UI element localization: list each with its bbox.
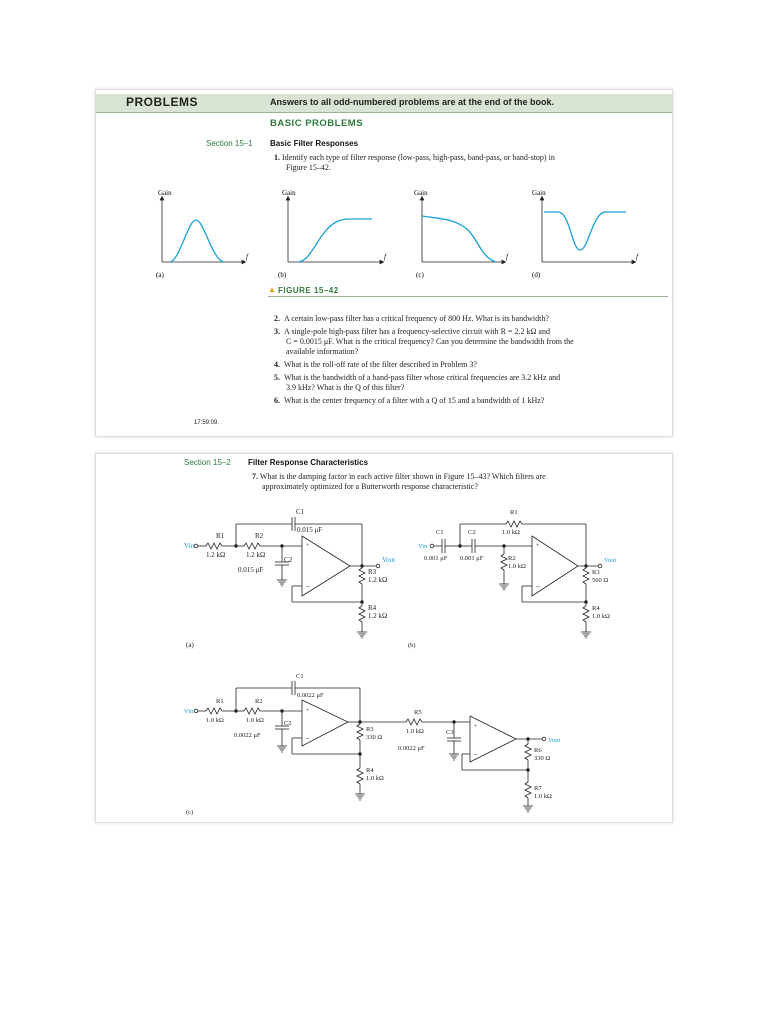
problem-text: What is the bandwidth of a band-pass filter whose critical frequencies are 3.2 kHz and — [284, 373, 561, 382]
vout-terminal — [376, 564, 380, 568]
resistor-r1 — [206, 543, 222, 549]
value-r4: 1.2 kΩ — [368, 612, 388, 620]
label-c1: C1 — [436, 529, 444, 536]
resistor-r4 — [359, 606, 365, 622]
figure-15-43-circuits — [96, 454, 672, 822]
response-curve-b — [298, 219, 372, 262]
value-c3: 0.0022 μF — [398, 745, 425, 752]
label-r3: R3 — [366, 726, 374, 733]
graph-b — [278, 189, 387, 279]
svg-text:+: + — [536, 543, 540, 549]
circuit-c-labels — [184, 673, 560, 816]
circuit-c — [194, 681, 546, 812]
resistor-r2 — [244, 543, 260, 549]
label-vin: Vin — [184, 542, 195, 550]
value-r4: 1.0 kΩ — [592, 613, 610, 620]
value-c2: 0.015 μF — [238, 566, 264, 574]
figure-triangle-icon: ▲ — [268, 285, 276, 294]
circuit-tag-b: (b) — [408, 642, 416, 649]
label-r1: R1 — [216, 698, 224, 705]
problem-number: 6. — [274, 396, 280, 405]
label-r2: R2 — [255, 698, 263, 705]
response-curve-c — [422, 216, 496, 262]
value-r3: 560 Ω — [592, 577, 609, 584]
label-c2: C2 — [468, 529, 476, 536]
value-r7: 1.0 kΩ — [534, 793, 552, 800]
problem-number: 3. — [274, 327, 280, 336]
value-r2: 1.0 kΩ — [508, 563, 526, 570]
problems-page-1 — [96, 90, 672, 436]
problems-title: PROBLEMS — [126, 95, 199, 109]
resistor-r7 — [525, 782, 531, 798]
label-r2: R2 — [255, 532, 264, 540]
circuit-tag-a: (a) — [186, 641, 194, 649]
value-r4: 1.0 kΩ — [366, 775, 384, 782]
label-r5: R5 — [414, 709, 422, 716]
svg-text:+: + — [474, 724, 478, 730]
label-r2: R2 — [508, 555, 516, 562]
label-vout: Vout — [548, 737, 561, 744]
resistor-r4 — [583, 606, 589, 622]
figure-15-42-graphs — [96, 186, 672, 286]
figure-divider — [268, 296, 668, 297]
label-r7: R7 — [534, 785, 542, 792]
problem-1 — [274, 153, 555, 173]
graph-tag-d: (d) — [532, 271, 541, 279]
value-r6: 330 Ω — [534, 755, 551, 762]
problem-text: Identify each type of filter response (low-pass, high-pass, band-pass, or band-stop) in — [282, 153, 555, 162]
label-c3: C3 — [446, 729, 454, 736]
problem-text: What is the damping factor in each active filter shown in Figure 15–43? Which filters are — [259, 472, 546, 481]
label-c1: C1 — [296, 673, 304, 680]
problem-number: 1. — [274, 153, 280, 162]
graph-a — [156, 189, 249, 279]
label-r1: R1 — [510, 509, 518, 516]
resistor-r5 — [406, 719, 422, 725]
label-r1: R1 — [216, 532, 225, 540]
problems-page-2 — [96, 454, 672, 822]
f-label: f — [384, 253, 386, 261]
response-curve-d — [544, 212, 626, 250]
response-curve-a — [170, 220, 224, 262]
basic-problems-heading: BASIC PROBLEMS — [270, 118, 364, 129]
problem-text: available information? — [286, 347, 359, 356]
resistor-r2 — [501, 554, 507, 570]
value-c2: 0.001 μF — [460, 555, 484, 562]
vin-terminal — [430, 544, 434, 548]
svg-text:–: – — [306, 734, 310, 742]
vout-terminal — [598, 564, 602, 568]
problem-text: approximately optimized for a Butterworth response characteristic? — [262, 482, 478, 491]
f-label: f — [506, 253, 508, 261]
resistor-r1 — [206, 708, 222, 714]
gain-label: Gain — [282, 189, 296, 197]
problem-number: 7. — [252, 472, 258, 481]
problem-item — [274, 396, 544, 406]
label-r3: R3 — [592, 569, 600, 576]
resistor-r4 — [357, 768, 363, 784]
svg-text:–: – — [306, 582, 310, 590]
section-label: Section 15–1 — [206, 139, 253, 148]
value-r1: 1.0 kΩ — [502, 529, 520, 536]
label-r3: R3 — [368, 568, 377, 576]
svg-text:–: – — [536, 582, 540, 590]
resistor-r6 — [525, 744, 531, 760]
gain-label: Gain — [532, 189, 546, 197]
answers-note: Answers to all odd-numbered problems are at the end of the book. — [270, 97, 555, 107]
value-r2: 1.2 kΩ — [246, 551, 266, 559]
gain-label: Gain — [158, 189, 172, 197]
graph-tag-b: (b) — [278, 271, 287, 279]
resistor-r3 — [359, 568, 365, 584]
label-r4: R4 — [592, 605, 600, 612]
timestamp: 17:59:09. — [194, 420, 220, 426]
problem-text: 3.9 kHz? What is the Q of this filter? — [286, 383, 405, 392]
label-r4: R4 — [368, 604, 377, 612]
circuit-b — [430, 521, 602, 638]
vout-terminal — [542, 737, 546, 741]
problem-item — [274, 373, 560, 393]
value-r1: 1.2 kΩ — [206, 551, 226, 559]
graph-c — [414, 189, 509, 279]
value-c1: 0.015 μF — [297, 526, 323, 534]
resistor-r1 — [506, 521, 522, 527]
value-r3: 330 Ω — [366, 734, 383, 741]
label-vin: Vin — [418, 543, 428, 550]
label-r4: R4 — [366, 767, 374, 774]
vin-terminal — [194, 709, 198, 713]
label-c2: C2 — [284, 720, 292, 727]
f-label: f — [636, 253, 638, 261]
problem-text: A single-pole high-pass filter has a frequency-selective circuit with R = 2.2 kΩ and — [284, 327, 550, 336]
gain-label: Gain — [414, 189, 428, 197]
label-vin: Vin — [184, 708, 194, 715]
figure-caption: FIGURE 15–42 — [278, 286, 339, 295]
f-label: f — [246, 253, 248, 261]
label-c2: C2 — [284, 556, 293, 564]
problems-header-band — [96, 94, 672, 113]
resistor-r3 — [357, 724, 363, 740]
resistor-r3 — [583, 568, 589, 584]
problem-text: C = 0.0015 μF. What is the critical frequency? Can you determine the bandwidth from the — [286, 337, 574, 346]
circuit-b-labels — [408, 509, 616, 649]
problem-number: 5. — [274, 373, 280, 382]
graph-tag-c: (c) — [416, 271, 424, 279]
value-r5: 1.0 kΩ — [406, 728, 424, 735]
value-c1: 0.0022 μF — [297, 692, 324, 699]
value-c2: 0.0022 μF — [234, 732, 261, 739]
svg-text:+: + — [306, 708, 310, 714]
section-title: Filter Response Characteristics — [248, 458, 369, 467]
svg-text:–: – — [474, 750, 478, 758]
label-r6: R6 — [534, 747, 542, 754]
section-title: Basic Filter Responses — [270, 139, 359, 148]
svg-text:+: + — [306, 543, 310, 549]
value-r2: 1.0 kΩ — [246, 717, 264, 724]
problem-item — [274, 314, 549, 324]
label-vout: Vout — [604, 557, 617, 564]
label-c1: C1 — [296, 508, 305, 516]
section-label: Section 15–2 — [184, 458, 231, 467]
problem-text: A certain low-pass filter has a critical frequency of 800 Hz. What is its bandwidth? — [284, 314, 549, 323]
value-c1: 0.001 μF — [424, 555, 448, 562]
problem-number: 4. — [274, 360, 280, 369]
resistor-r2 — [244, 708, 260, 714]
label-vout: Vout — [382, 556, 396, 564]
problem-text: Figure 15–42. — [286, 163, 331, 172]
circuit-tag-c: (c) — [186, 809, 194, 816]
graph-tag-a: (a) — [156, 271, 164, 279]
problem-item — [274, 327, 574, 357]
value-r3: 1.2 kΩ — [368, 576, 388, 584]
value-r1: 1.0 kΩ — [206, 717, 224, 724]
vin-terminal — [194, 544, 198, 548]
problem-number: 2. — [274, 314, 280, 323]
problem-text: What is the roll-off rate of the filter described in Problem 3? — [284, 360, 477, 369]
problem-text: What is the center frequency of a filter with a Q of 15 and a bandwidth of 1 kHz? — [284, 396, 545, 405]
problem-item — [274, 360, 477, 370]
graph-d — [532, 189, 639, 279]
